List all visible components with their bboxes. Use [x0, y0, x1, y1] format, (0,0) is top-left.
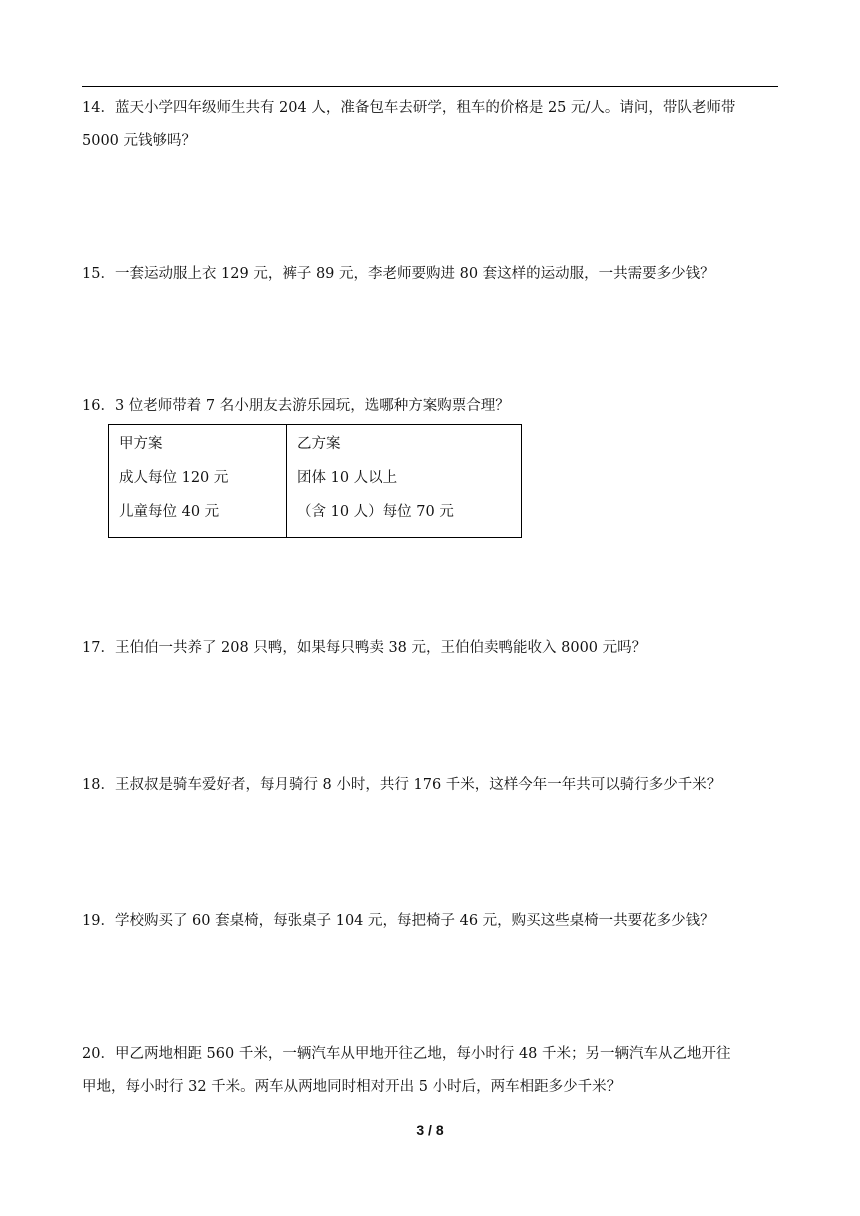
page-number: 3 / 8	[416, 1122, 444, 1138]
question-17-text: 17．王伯伯一共养了 208 只鸭，如果每只鸭卖 38 元，王伯伯卖鸭能收入 8000 元吗？	[82, 640, 647, 656]
question-19-text: 19．学校购买了 60 套桌椅，每张桌子 104 元，每把椅子 46 元，购买这些桌椅一共要花多少钱？	[82, 913, 715, 929]
question-19	[82, 905, 782, 938]
question-14-line-1: 14．蓝天小学四年级师生共有 204 人，准备包车去研学，租车的价格是 25 元/人。请问，带队老师带	[82, 100, 736, 116]
question-15	[82, 258, 782, 291]
plan-table	[108, 424, 522, 538]
question-20-line-1: 20．甲乙两地相距 560 千米，一辆汽车从甲地开往乙地，每小时行 48 千米；另一辆汽车从乙地开往	[82, 1046, 731, 1062]
question-18-text: 18．王叔叔是骑车爱好者，每月骑行 8 小时，共行 176 千米，这样今年一年共可以骑行多少千米？	[82, 777, 722, 793]
plan-b-group-price: （含 10 人）每位 70 元	[297, 504, 454, 520]
question-16-text: 16．3 位老师带着 7 名小朋友去游乐园玩，选哪种方案购票合理？	[82, 398, 510, 414]
question-20-line-2: 甲地，每小时行 32 千米。两车从两地同时相对开出 5 小时后，两车相距多少千米？	[82, 1079, 622, 1095]
question-14	[82, 92, 782, 158]
question-17	[82, 632, 782, 665]
plan-b-group-rule: 团体 10 人以上	[297, 470, 398, 486]
question-16	[82, 390, 782, 423]
question-20	[82, 1038, 782, 1104]
question-18	[82, 769, 782, 802]
plan-a-title: 甲方案	[119, 436, 163, 452]
plan-b-cell	[287, 425, 522, 538]
plan-b-title: 乙方案	[297, 436, 341, 452]
plan-a-adult-price: 成人每位 120 元	[119, 470, 229, 486]
header-rule	[82, 86, 778, 87]
plan-a-cell	[109, 425, 287, 538]
plan-a-child-price: 儿童每位 40 元	[119, 504, 220, 520]
question-15-text: 15．一套运动服上衣 129 元，裤子 89 元，李老师要购进 80 套这样的运动服，一共需要多少钱？	[82, 266, 715, 282]
question-14-line-2: 5000 元钱够吗？	[82, 133, 197, 149]
